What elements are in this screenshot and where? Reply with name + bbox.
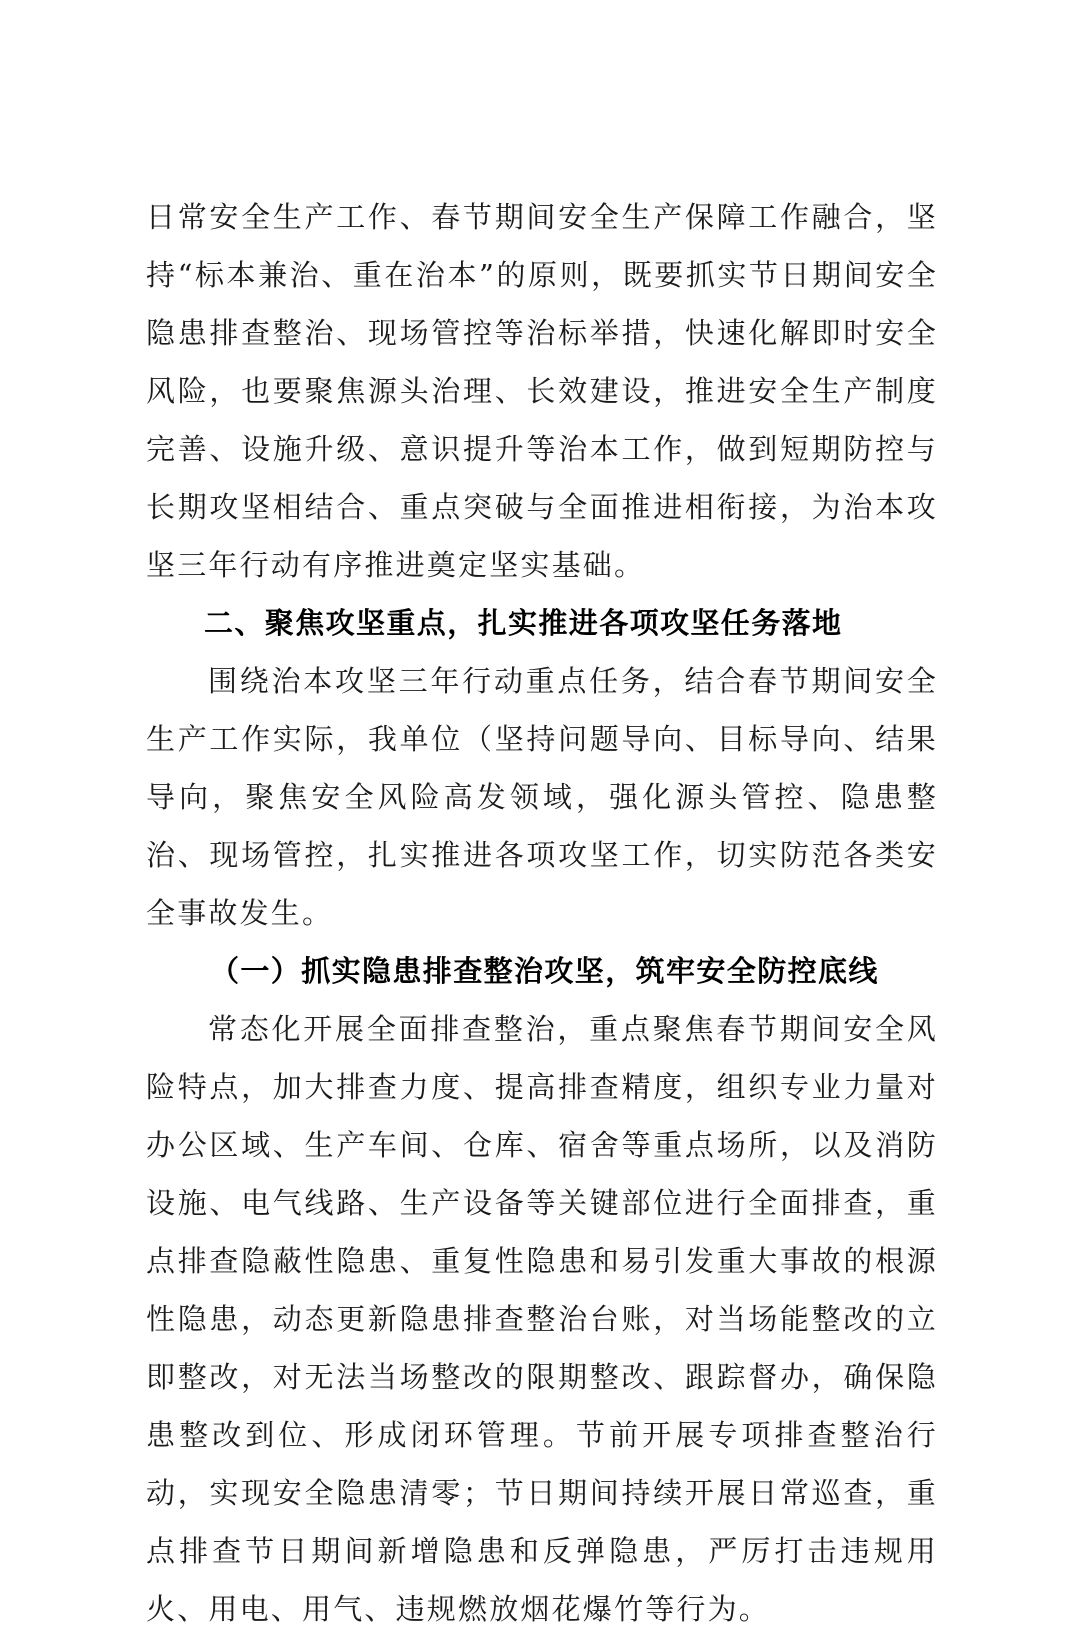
paragraph-continued: 日常安全生产工作、春节期间安全生产保障工作融合，坚持“标本兼治、重在治本”的原则，既要抓实节日期间安全隐患排查整治、现场管控等治标举措，快速化解即时安全风险，也要聚焦源头治理、长效建设，推进安全生产制度完善、设施升级、意识提升等治本工作，做到短期防控与长期攻坚相结合、重点突破与全面推进相衔接，为治本攻坚三年行动有序推进奠定坚实基础。 [146, 200, 938, 582]
document-body [146, 188, 938, 1638]
paragraph: 常态化开展全面排查整治，重点聚焦春节期间安全风险特点，加大排查力度、提高排查精度，组织专业力量对办公区域、生产车间、仓库、宿舍等重点场所，以及消防设施、电气线路、生产设备等关键部位进行全面排查，重点排查隐蔽性隐患、重复性隐患和易引发重大事故的根源性隐患，动态更新隐患排查整治台账，对当场能整改的立即整改，对无法当场整改的限期整改、跟踪督办，确保隐患整改到位、形成闭环管理。节前开展专项排查整治行动，实现安全隐患清零；节日期间持续开展日常巡查，重点排查节日期间新增隐患和反弹隐患，严厉打击违规用火、用电、用气、违规燃放烟花爆竹等行为。 [146, 1012, 938, 1626]
paragraph: 围绕治本攻坚三年行动重点任务，结合春节期间安全生产工作实际，我单位（坚持问题导向、目标导向、结果导向，聚焦安全风险高发领域，强化源头管控、隐患整治、现场管控，扎实推进各项攻坚工作，切实防范各类安全事故发生。 [146, 664, 938, 930]
section-heading: 二、聚焦攻坚重点，扎实推进各项攻坚任务落地 [204, 606, 843, 640]
subsection-heading: （一）抓实隐患排查整治攻坚，筑牢安全防控底线 [210, 954, 879, 988]
